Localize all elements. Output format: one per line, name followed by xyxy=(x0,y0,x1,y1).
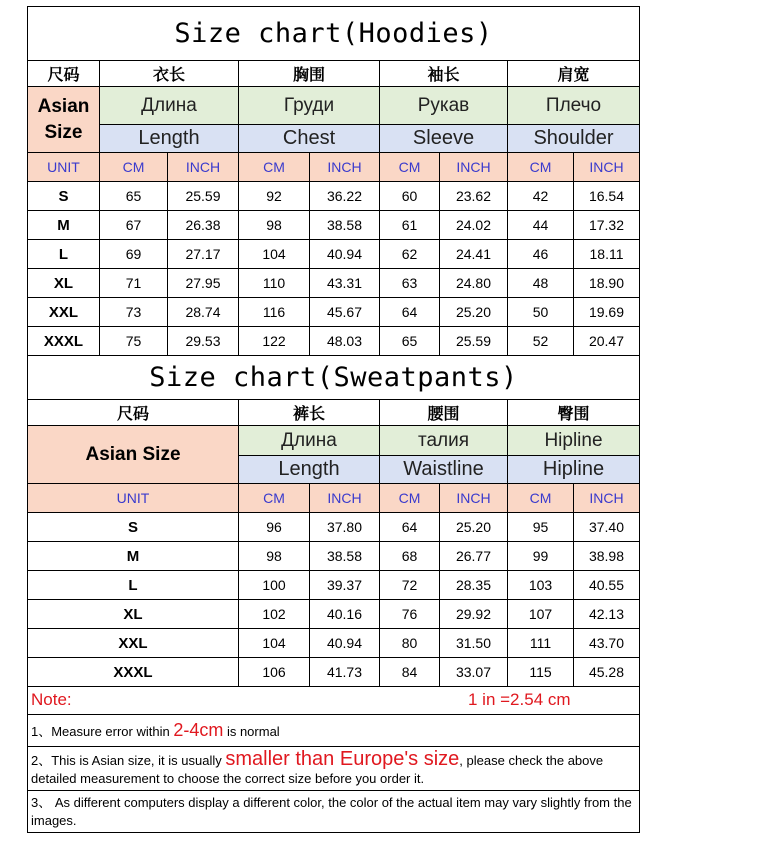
hoodies-ru-shoulder: Плечо xyxy=(508,87,640,125)
sweatpants-cn-hip: 臀围 xyxy=(508,400,640,426)
measurement-cell: 19.69 xyxy=(574,298,640,327)
sweatpants-cn-size: 尺码 xyxy=(28,400,239,426)
hoodies-cn-shoulder: 肩宽 xyxy=(508,61,640,87)
measurement-cell: 38.98 xyxy=(574,542,640,571)
sweatpants-ru-length: Длина xyxy=(239,426,380,456)
conversion-text: 1 in =2.54 cm xyxy=(468,690,571,709)
measurement-cell: 40.55 xyxy=(574,571,640,600)
measurement-cell: 26.77 xyxy=(440,542,508,571)
sweatpants-cn-waist: 腰围 xyxy=(380,400,508,426)
note-2 xyxy=(28,747,640,791)
hoodies-table-row xyxy=(28,298,640,327)
size-label: L xyxy=(28,240,100,269)
size-label: XXL xyxy=(28,629,239,658)
measurement-cell: 36.22 xyxy=(310,182,380,211)
unit-inch: INCH xyxy=(168,153,239,182)
measurement-cell: 39.37 xyxy=(310,571,380,600)
measurement-cell: 50 xyxy=(508,298,574,327)
note-1-text: 1、Measure error within xyxy=(31,723,174,739)
hoodies-asian-size: Asian Size xyxy=(28,87,100,153)
measurement-cell: 29.92 xyxy=(440,600,508,629)
measurement-cell: 67 xyxy=(100,211,168,240)
unit-inch: INCH xyxy=(440,484,508,513)
hoodies-cn-size: 尺码 xyxy=(28,61,100,87)
measurement-cell: 25.20 xyxy=(440,513,508,542)
measurement-cell: 116 xyxy=(239,298,310,327)
unit-inch: INCH xyxy=(310,153,380,182)
notes-header xyxy=(28,687,640,715)
unit-cm: CM xyxy=(100,153,168,182)
measurement-cell: 23.62 xyxy=(440,182,508,211)
measurement-cell: 69 xyxy=(100,240,168,269)
sweatpants-table-row xyxy=(28,513,640,542)
measurement-cell: 40.16 xyxy=(310,600,380,629)
measurement-cell: 64 xyxy=(380,298,440,327)
sweatpants-en-length: Length xyxy=(239,456,380,484)
size-chart xyxy=(27,6,639,838)
measurement-cell: 71 xyxy=(100,269,168,298)
note-title: Note: xyxy=(31,690,72,709)
measurement-cell: 25.59 xyxy=(440,327,508,356)
sweatpants-table-row xyxy=(28,542,640,571)
measurement-cell: 107 xyxy=(508,600,574,629)
measurement-cell: 65 xyxy=(100,182,168,211)
measurement-cell: 46 xyxy=(508,240,574,269)
hoodies-table-row xyxy=(28,240,640,269)
unit-cm: CM xyxy=(380,153,440,182)
hoodies-table-row xyxy=(28,327,640,356)
unit-cm: CM xyxy=(380,484,440,513)
measurement-cell: 20.47 xyxy=(574,327,640,356)
size-label: S xyxy=(28,513,239,542)
measurement-cell: 84 xyxy=(380,658,440,687)
note-3: 3、 As different computers display a different color, the color of the actual item may vary slightly from the images. xyxy=(28,791,640,833)
hoodies-cn-chest: 胸围 xyxy=(239,61,380,87)
measurement-cell: 62 xyxy=(380,240,440,269)
hoodies-ru-chest: Груди xyxy=(239,87,380,125)
measurement-cell: 106 xyxy=(239,658,310,687)
sweatpants-cn-length: 裤长 xyxy=(239,400,380,426)
hoodies-cn-sleeve: 袖长 xyxy=(380,61,508,87)
measurement-cell: 38.58 xyxy=(310,211,380,240)
measurement-cell: 60 xyxy=(380,182,440,211)
note-1-highlight: 2-4cm xyxy=(173,719,224,740)
measurement-cell: 65 xyxy=(380,327,440,356)
measurement-cell: 29.53 xyxy=(168,327,239,356)
measurement-cell: 24.41 xyxy=(440,240,508,269)
sweatpants-asian-size: Asian Size xyxy=(28,426,239,484)
hoodies-unit-label: UNIT xyxy=(28,153,100,182)
measurement-cell: 103 xyxy=(508,571,574,600)
measurement-cell: 28.35 xyxy=(440,571,508,600)
unit-cm: CM xyxy=(239,153,310,182)
note-2-text: 2、This is Asian size, it is usually xyxy=(31,752,226,768)
measurement-cell: 27.95 xyxy=(168,269,239,298)
size-label: M xyxy=(28,542,239,571)
size-label: S xyxy=(28,182,100,211)
measurement-cell: 92 xyxy=(239,182,310,211)
hoodies-cn-length: 衣长 xyxy=(100,61,239,87)
measurement-cell: 98 xyxy=(239,542,310,571)
measurement-cell: 64 xyxy=(380,513,440,542)
sweatpants-unit-label: UNIT xyxy=(28,484,239,513)
measurement-cell: 33.07 xyxy=(440,658,508,687)
measurement-cell: 76 xyxy=(380,600,440,629)
measurement-cell: 24.02 xyxy=(440,211,508,240)
measurement-cell: 42 xyxy=(508,182,574,211)
measurement-cell: 95 xyxy=(508,513,574,542)
sweatpants-en-hip: Hipline xyxy=(508,456,640,484)
size-label: XXXL xyxy=(28,327,100,356)
hoodies-table-row xyxy=(28,211,640,240)
note-2-highlight: smaller than Europe's size xyxy=(225,747,460,770)
measurement-cell: 40.94 xyxy=(310,240,380,269)
measurement-cell: 16.54 xyxy=(574,182,640,211)
measurement-cell: 43.31 xyxy=(310,269,380,298)
measurement-cell: 18.11 xyxy=(574,240,640,269)
unit-cm: CM xyxy=(508,153,574,182)
measurement-cell: 25.59 xyxy=(168,182,239,211)
note-1 xyxy=(28,715,640,747)
hoodies-title: Size chart(Hoodies) xyxy=(28,7,640,61)
measurement-cell: 25.20 xyxy=(440,298,508,327)
sweatpants-title: Size chart(Sweatpants) xyxy=(28,356,640,400)
measurement-cell: 31.50 xyxy=(440,629,508,658)
measurement-cell: 42.13 xyxy=(574,600,640,629)
measurement-cell: 102 xyxy=(239,600,310,629)
hoodies-en-chest: Chest xyxy=(239,125,380,153)
measurement-cell: 115 xyxy=(508,658,574,687)
sweatpants-ru-waist: талия xyxy=(380,426,508,456)
measurement-cell: 104 xyxy=(239,629,310,658)
hoodies-ru-length: Длина xyxy=(100,87,239,125)
measurement-cell: 44 xyxy=(508,211,574,240)
size-table xyxy=(27,6,640,833)
hoodies-table-row xyxy=(28,182,640,211)
measurement-cell: 45.67 xyxy=(310,298,380,327)
measurement-cell: 43.70 xyxy=(574,629,640,658)
measurement-cell: 40.94 xyxy=(310,629,380,658)
measurement-cell: 98 xyxy=(239,211,310,240)
sweatpants-en-waist: Waistline xyxy=(380,456,508,484)
measurement-cell: 110 xyxy=(239,269,310,298)
hoodies-en-length: Length xyxy=(100,125,239,153)
sweatpants-table-row xyxy=(28,629,640,658)
unit-cm: CM xyxy=(508,484,574,513)
measurement-cell: 75 xyxy=(100,327,168,356)
hoodies-en-shoulder: Shoulder xyxy=(508,125,640,153)
size-label: XXXL xyxy=(28,658,239,687)
measurement-cell: 68 xyxy=(380,542,440,571)
measurement-cell: 99 xyxy=(508,542,574,571)
measurement-cell: 26.38 xyxy=(168,211,239,240)
hoodies-table-row xyxy=(28,269,640,298)
unit-inch: INCH xyxy=(440,153,508,182)
size-label: XXL xyxy=(28,298,100,327)
size-label: L xyxy=(28,571,239,600)
measurement-cell: 96 xyxy=(239,513,310,542)
measurement-cell: 37.40 xyxy=(574,513,640,542)
measurement-cell: 24.80 xyxy=(440,269,508,298)
measurement-cell: 63 xyxy=(380,269,440,298)
unit-cm: CM xyxy=(239,484,310,513)
measurement-cell: 28.74 xyxy=(168,298,239,327)
measurement-cell: 38.58 xyxy=(310,542,380,571)
measurement-cell: 27.17 xyxy=(168,240,239,269)
sweatpants-table-row xyxy=(28,600,640,629)
measurement-cell: 104 xyxy=(239,240,310,269)
size-label: M xyxy=(28,211,100,240)
unit-inch: INCH xyxy=(574,153,640,182)
measurement-cell: 80 xyxy=(380,629,440,658)
note-1-text-end: is normal xyxy=(223,723,280,739)
measurement-cell: 100 xyxy=(239,571,310,600)
sweatpants-table-row xyxy=(28,658,640,687)
size-label: XL xyxy=(28,269,100,298)
measurement-cell: 18.90 xyxy=(574,269,640,298)
hoodies-ru-sleeve: Рукав xyxy=(380,87,508,125)
measurement-cell: 48.03 xyxy=(310,327,380,356)
unit-inch: INCH xyxy=(574,484,640,513)
size-label: XL xyxy=(28,600,239,629)
measurement-cell: 52 xyxy=(508,327,574,356)
measurement-cell: 37.80 xyxy=(310,513,380,542)
unit-inch: INCH xyxy=(310,484,380,513)
measurement-cell: 41.73 xyxy=(310,658,380,687)
measurement-cell: 45.28 xyxy=(574,658,640,687)
measurement-cell: 73 xyxy=(100,298,168,327)
hoodies-en-sleeve: Sleeve xyxy=(380,125,508,153)
measurement-cell: 72 xyxy=(380,571,440,600)
sweatpants-table-row xyxy=(28,571,640,600)
measurement-cell: 17.32 xyxy=(574,211,640,240)
measurement-cell: 122 xyxy=(239,327,310,356)
measurement-cell: 48 xyxy=(508,269,574,298)
measurement-cell: 111 xyxy=(508,629,574,658)
measurement-cell: 61 xyxy=(380,211,440,240)
note-2-text-end: , please check the above detailed measurement to choose the correct size before you order it. xyxy=(31,752,604,786)
sweatpants-ru-hip: Hipline xyxy=(508,426,640,456)
